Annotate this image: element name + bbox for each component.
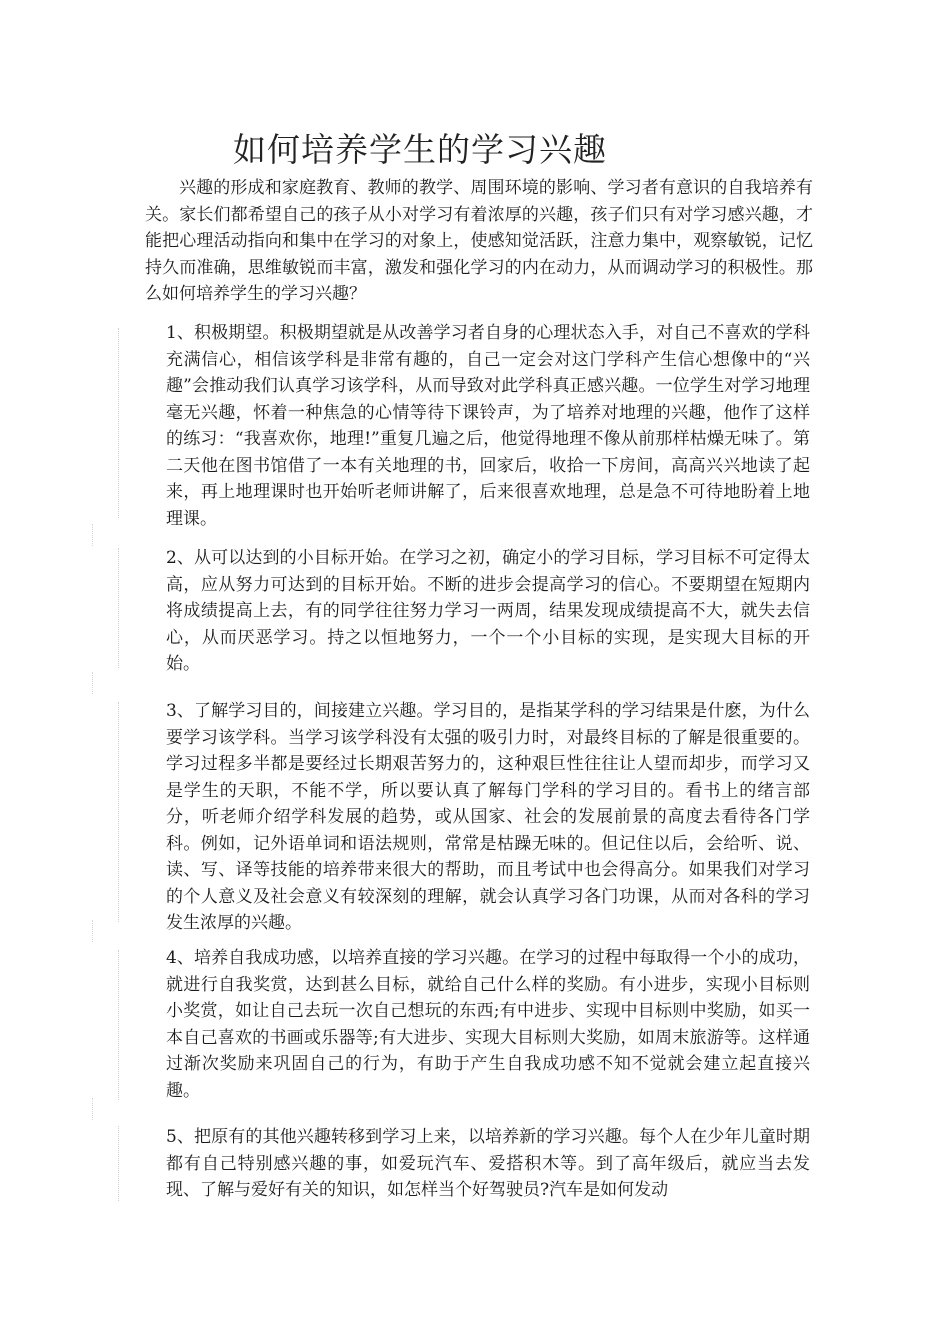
margin-mark — [118, 328, 120, 518]
margin-tick — [92, 524, 94, 546]
margin-tick — [92, 1098, 94, 1120]
margin-tick — [92, 672, 94, 694]
section-1-paragraph: 1、积极期望。积极期望就是从改善学习者自身的心理状态入手，对自己不喜欢的学科充满信心，相信该学科是非常有趣的，自己一定会对这门学科产生信心想像中的“兴趣”会推动我们认真学习该学科，从而导致对此学科真正感兴趣。一位学生对学习地理毫无兴趣，怀着一种焦急的心情等待下课铃声，为了培养对地理的兴趣，他作了这样的练习：“我喜欢你，地理!”重复几遍之后，他觉得地理不像从前那样枯燥无味了。第二天他在图书馆借了一本有关地理的书，回家后，收拾一下房间，高高兴兴地读了起来，再上地理课时也开始听老师讲解了，后来很喜欢地理，总是急不可待地盼着上地理课。 — [166, 323, 810, 529]
section-3-paragraph: 3、了解学习目的，间接建立兴趣。学习目的，是指某学科的学习结果是什麽，为什么要学习该学科。当学习该学科没有太强的吸引力时，对最终目标的了解是很重要的。学习过程多半都是要经过长期艰苦努力的，这种艰巨性往往让人望而却步，而学习又是学生的天职，不能不学，所以要认真了解每门学科的学习目的。看书上的绪言部分，听老师介绍学科发展的趋势，或从国家、社会的发展前景的高度去看待各门学科。例如，记外语单词和语法规则，常常是枯躁无味的。但记住以后，会给听、说、读、写、译等技能的培养带来很大的帮助，而且考试中也会得高分。如果我们对学习的个人意义及社会意义有较深刻的理解，就会认真学习各门功课，从而对各科的学习发生浓厚的兴趣。 — [166, 701, 810, 933]
margin-mark — [118, 548, 120, 668]
margin-tick — [92, 920, 94, 942]
margin-mark — [118, 702, 120, 922]
margin-mark — [118, 1126, 120, 1201]
section-5-paragraph: 5、把原有的其他兴趣转移到学习上来，以培养新的学习兴趣。每个人在少年儿童时期都有自己特别感兴趣的事，如爱玩汽车、爱搭积木等。到了高年级后，就应当去发现、了解与爱好有关的知识，如怎样当个好驾驶员?汽车是如何发动 — [166, 1127, 810, 1200]
section-4-paragraph: 4、培养自我成功感，以培养直接的学习兴趣。在学习的过程中每取得一个小的成功，就进行自我奖赏，达到甚么目标，就给自己什么样的奖励。有小进步，实现小目标则小奖赏，如让自己去玩一次自己想玩的东西;有中进步、实现中目标则中奖励，如买一本自己喜欢的书画或乐器等;有大进步、实现大目标则大奖励，如周末旅游等。这样通过渐次奖励来巩固自己的行为，有助于产生自我成功感不知不觉就会建立起直接兴趣。 — [166, 948, 810, 1101]
intro-paragraph: 兴趣的形成和家庭教育、教师的教学、周围环境的影响、学习者有意识的自我培养有关。家长们都希望自己的孩子从小对学习有着浓厚的兴趣，孩子们只有对学习感兴趣，才能把心理活动指向和集中在学习的对象上，使感知觉活跃，注意力集中，观察敏锐，记忆持久而准确，思维敏锐而丰富，激发和强化学习的内在动力，从而调动学习的积极性。那么如何培养学生的学习兴趣？ — [145, 178, 813, 304]
section-2-paragraph: 2、从可以达到的小目标开始。在学习之初，确定小的学习目标，学习目标不可定得太高，应从努力可达到的目标开始。不断的进步会提高学习的信心。不要期望在短期内将成绩提高上去，有的同学往往努力学习一两周，结果发现成绩提高不大，就失去信心，从而厌恶学习。持之以恒地努力，一个一个小目标的实现，是实现大目标的开始。 — [166, 548, 810, 674]
document-title: 如何培养学生的学习兴趣 — [233, 130, 607, 169]
margin-mark — [118, 950, 120, 1100]
